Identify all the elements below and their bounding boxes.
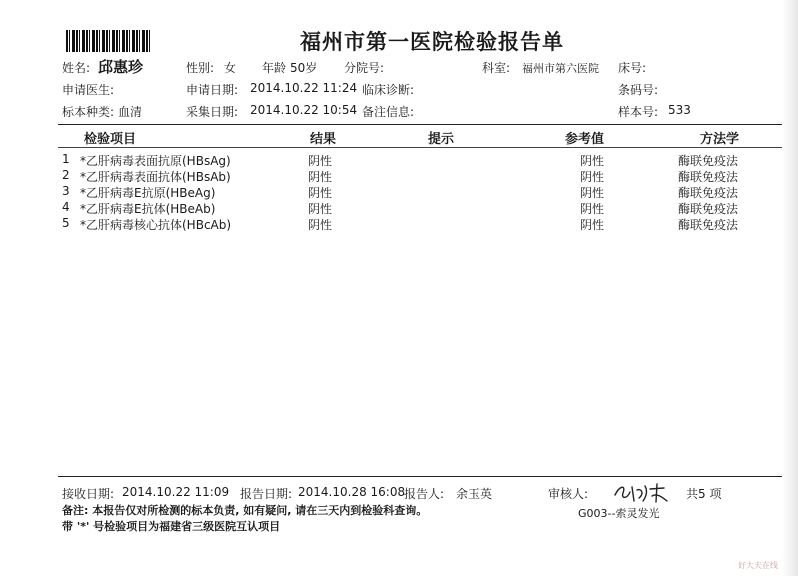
apply-date-value: 2014.10.22 11:24	[250, 81, 358, 95]
row-number: 3	[62, 184, 70, 198]
row-method: 酶联免疫法	[678, 170, 739, 184]
sample-type-value: 血清	[118, 105, 143, 119]
sex-value: 女	[224, 61, 237, 75]
branch-label: 分院号:	[344, 61, 385, 75]
diagnosis-label: 临床诊断:	[362, 83, 415, 97]
row-number: 5	[62, 216, 70, 230]
table-header-rule	[58, 147, 782, 148]
watermark: 好大夫在线	[738, 561, 778, 570]
apply-date-label: 申请日期:	[186, 83, 239, 97]
item-count: 共5 项	[686, 487, 722, 501]
row-number: 4	[62, 200, 70, 214]
age-value: 50岁	[290, 61, 318, 75]
row-ref: 阴性	[580, 218, 605, 232]
col-header-method: 方法学	[700, 132, 740, 147]
sex-label: 性别:	[186, 61, 215, 75]
reviewer-signature	[612, 481, 670, 505]
row-method: 酶联免疫法	[678, 202, 739, 216]
bed-label: 床号:	[618, 61, 647, 75]
sample-type-label: 标本种类:	[62, 105, 115, 119]
age-label: 年龄	[262, 61, 287, 75]
row-item: *乙肝病毒表面抗原(HBsAg)	[80, 154, 231, 168]
col-header-ref: 参考值	[565, 132, 605, 147]
instrument-code: G003--索灵发光	[578, 507, 660, 520]
row-result: 阴性	[308, 186, 333, 200]
reporter-value: 余玉英	[456, 487, 493, 501]
row-ref: 阴性	[580, 202, 605, 216]
report-date-label: 报告日期:	[240, 487, 293, 501]
footer-note-mutual: 带 '*' 号检验项目为福建省三级医院互认项目	[62, 520, 281, 533]
receive-date-label: 接收日期:	[62, 487, 115, 501]
row-item: *乙肝病毒E抗原(HBeAg)	[80, 186, 216, 200]
col-header-hint: 提示	[428, 132, 455, 147]
col-header-item: 检验项目	[84, 132, 137, 147]
row-ref: 阴性	[580, 186, 605, 200]
row-number: 2	[62, 168, 70, 182]
patient-name: 邱惠珍	[98, 58, 144, 76]
row-ref: 阴性	[580, 170, 605, 184]
row-item: *乙肝病毒E抗体(HBeAb)	[80, 202, 216, 216]
reporter-label: 报告人:	[404, 487, 445, 501]
dept-value: 福州市第六医院	[522, 62, 599, 75]
barcode-image	[66, 30, 152, 52]
dept-label: 科室:	[482, 61, 511, 75]
row-method: 酶联免疫法	[678, 218, 739, 232]
row-item: *乙肝病毒表面抗体(HBsAb)	[80, 170, 231, 184]
footer-rule	[58, 476, 782, 477]
row-number: 1	[62, 152, 70, 166]
sample-no-value: 533	[668, 103, 691, 117]
sample-no-label: 样本号:	[618, 105, 659, 119]
footer-note: 备注: 本报告仅对所检测的标本负责, 如有疑问, 请在三天内到检验科查询。	[62, 504, 428, 517]
remark-label: 备注信息:	[362, 105, 415, 119]
col-header-result: 结果	[310, 132, 337, 147]
table-top-rule	[58, 124, 782, 125]
page-edge-shadow	[782, 0, 798, 576]
reviewer-label: 审核人:	[548, 487, 589, 501]
row-result: 阴性	[308, 170, 333, 184]
receive-date-value: 2014.10.22 11:09	[122, 485, 230, 499]
report-title: 福州市第一医院检验报告单	[300, 29, 564, 54]
report-date-value: 2014.10.28 16:08	[298, 485, 406, 499]
row-ref: 阴性	[580, 154, 605, 168]
collect-date-label: 采集日期:	[186, 105, 239, 119]
row-method: 酶联免疫法	[678, 186, 739, 200]
collect-date-value: 2014.10.22 10:54	[250, 103, 358, 117]
row-method: 酶联免疫法	[678, 154, 739, 168]
doctor-label: 申请医生:	[62, 83, 115, 97]
row-result: 阴性	[308, 218, 333, 232]
row-result: 阴性	[308, 202, 333, 216]
row-item: *乙肝病毒核心抗体(HBcAb)	[80, 218, 232, 232]
barcode-label: 条码号:	[618, 83, 659, 97]
row-result: 阴性	[308, 154, 333, 168]
name-label: 姓名:	[62, 61, 91, 75]
